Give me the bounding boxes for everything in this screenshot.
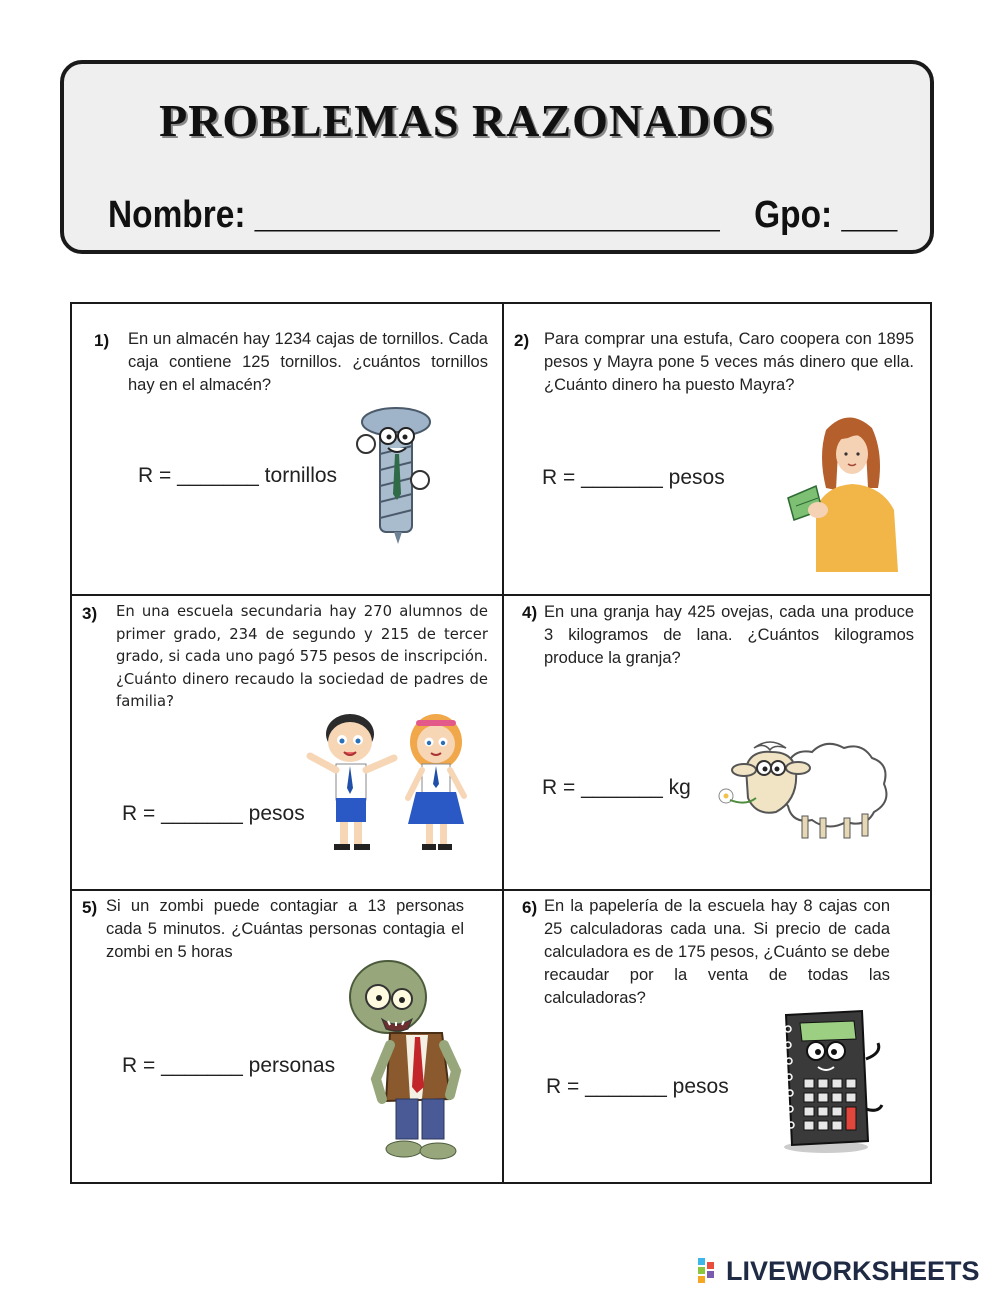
problem-number: 5): [82, 898, 98, 917]
group-label: Gpo:: [754, 194, 833, 236]
problem-number: 3): [82, 604, 98, 623]
screw-character-icon: [354, 404, 434, 544]
answer-field[interactable]: R = _______ pesos: [542, 466, 725, 489]
problem-text: En la papelería de la escuela hay 8 cajas con 25 calculadoras cada una. Si precio de cada calculadora es de 175 pesos, ¿Cuánto se debe recaudar por la venta de todas las calculadoras?: [544, 897, 890, 1007]
problem-4-cell: [504, 596, 934, 889]
problem-1-cell: [72, 304, 502, 594]
name-label: Nombre:: [108, 194, 246, 236]
problem-number: 2): [514, 331, 530, 350]
header-box: [60, 60, 934, 254]
group-field[interactable]: ___: [841, 194, 898, 236]
problem-text: Para comprar una estufa, Caro coopera con 1895 pesos y Mayra pone 5 veces más dinero que ella. ¿Cuánto dinero ha puesto Mayra?: [544, 330, 914, 394]
page-title: PROBLEMAS RAZONADOS: [159, 95, 775, 146]
problem-number: 1): [94, 331, 110, 350]
problem-2-cell: [504, 304, 934, 594]
problem-text: En una granja hay 425 ovejas, cada una produce 3 kilogramos de lana. ¿Cuántos kilogramos produce la granja?: [544, 603, 914, 667]
name-field[interactable]: _________________________: [254, 194, 720, 236]
name-row: [108, 194, 897, 237]
problem-number: 4): [522, 603, 538, 622]
answer-field[interactable]: R = _______ personas: [122, 1054, 336, 1077]
answer-field[interactable]: R = _______ pesos: [122, 802, 305, 825]
sheep-icon: [716, 738, 892, 844]
problem-text: En un almacén hay 1234 cajas de tornillos. Cada caja contiene 125 tornillos. ¿cuántos tornillos hay en el almacén?: [128, 330, 488, 394]
woman-with-money-icon: [786, 410, 904, 572]
answer-field[interactable]: R = _______ pesos: [546, 1075, 729, 1098]
problem-text: Si un zombi puede contagiar a 13 personas cada 5 minutos. ¿Cuántas personas contagia el zombi en 5 horas: [106, 897, 464, 961]
problem-text: En una escuela secundaria hay 270 alumnos de primer grado, 234 de segundo y 215 de tercer grado, si cada uno pagó 575 pesos de inscripción. ¿Cuánto dinero recaudo la sociedad de padres de familia?: [116, 603, 488, 710]
calculator-character-icon: [770, 1009, 890, 1155]
answer-field[interactable]: R = _______ tornillos: [138, 464, 338, 487]
answer-field[interactable]: R = _______ kg: [542, 776, 691, 799]
problem-6-cell: [504, 891, 934, 1184]
school-children-icon: [304, 712, 480, 858]
problem-5-cell: [72, 891, 502, 1184]
problem-3-cell: [72, 596, 502, 889]
zombie-icon: [346, 959, 474, 1167]
problem-number: 6): [522, 898, 538, 917]
liveworksheets-brand[interactable]: LIVEWORKSHEETS: [726, 1256, 980, 1286]
liveworksheets-logo-icon: [698, 1258, 722, 1284]
problems-grid: [70, 302, 932, 1184]
